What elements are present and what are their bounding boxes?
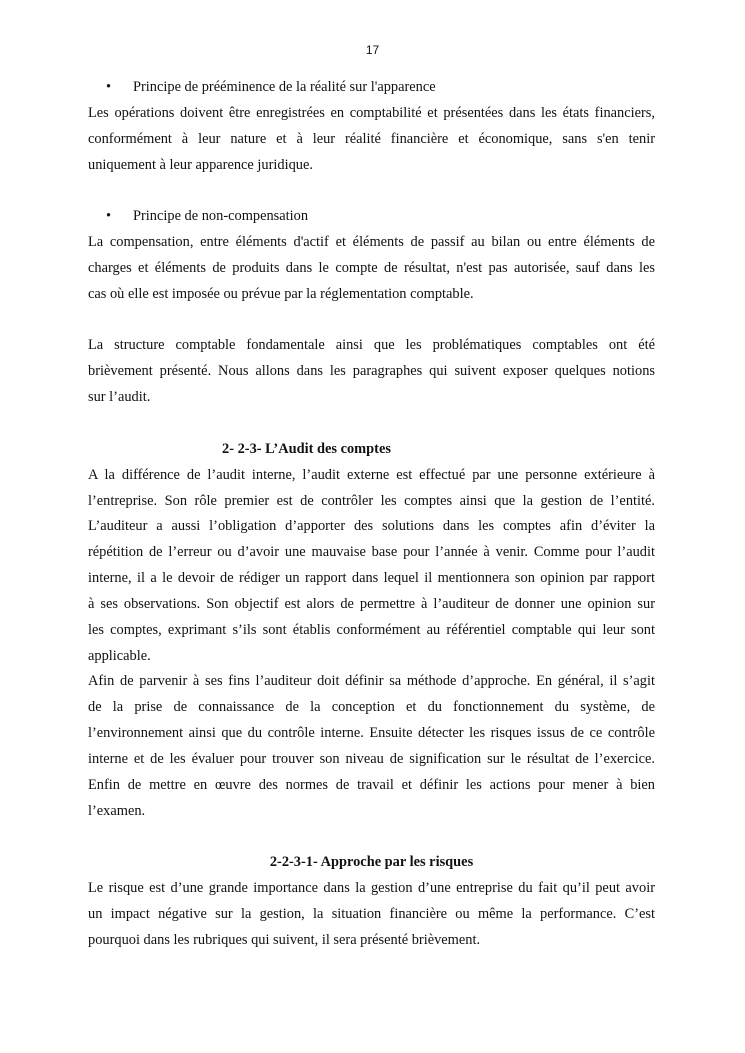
paragraph-line: l’examen. (88, 802, 146, 819)
paragraph-line: Enfin de mettre en œuvre des normes de travail et définir les actions pour mener à bien (88, 776, 655, 793)
paragraph-line: un impact négative sur la gestion, la situation financière ou même la performance. C’est (88, 906, 655, 922)
paragraph-line: L’auditeur a aussi l’obligation d’apporter des solutions dans les comptes afin d’éviter la (88, 518, 655, 535)
paragraph-line: sur l’audit. (88, 389, 151, 406)
bullet-icon: • (106, 79, 112, 95)
paragraph-line: conformément à leur nature et à leur réalité financière et économique, sans s'en tenir (88, 130, 655, 147)
paragraph-line: interne, il a le devoir de rédiger un rapport dans lequel il mentionnera son opinion par rapport (88, 570, 655, 587)
paragraph-line: l’environnement ainsi que du contrôle interne. Ensuite détecter les risques issus de ce contrôle (88, 725, 655, 742)
bullet-text: Principe de prééminence de la réalité sur l'apparence (133, 79, 436, 95)
blank-line (88, 411, 655, 437)
section-heading: 2-2-3-1- Approche par les risques (269, 854, 474, 871)
paragraph-line: Le risque est d’une grande importance dans la gestion d’une entreprise du fait qu’il peut avoir (88, 880, 655, 897)
paragraph (88, 669, 655, 824)
paragraph-line: applicable. (88, 647, 151, 664)
paragraph-line: à ses observations. Son objectif est alors de permettre à l’auditeur de donner une opinion sur (88, 595, 655, 612)
blank-line (88, 824, 655, 850)
paragraph-line: interne et de les évaluer pour trouver son niveau de signification sur le résultat de l’exercice. (88, 750, 655, 767)
paragraph-line: Afin de parvenir à ses fins l’auditeur doit définir sa méthode d’approche. En général, il s’agit (88, 673, 655, 690)
paragraph (88, 333, 655, 411)
blank-line (88, 178, 655, 204)
paragraph (88, 101, 655, 179)
document-body (88, 75, 655, 954)
paragraph-line: uniquement à leur apparence juridique. (88, 156, 313, 173)
page-number: 17 (365, 43, 380, 57)
paragraph-line: les comptes, exprimant s’ils sont établis conformément au référentiel comptable qui leur sont (88, 621, 655, 638)
bullet-item (88, 204, 655, 230)
bullet-item (88, 75, 655, 101)
paragraph-line: répétition de l’erreur ou d’avoir une mauvaise base pour l’année à venir. Comme pour l’audit (88, 544, 655, 561)
section-heading: 2- 2-3- L’Audit des comptes (222, 440, 391, 457)
paragraph-line: Les opérations doivent être enregistrées en comptabilité et présentées dans les états financiers, (88, 104, 655, 121)
paragraph-line: La structure comptable fondamentale ainsi que les problématiques comptables ont été (88, 337, 655, 354)
paragraph-line: cas où elle est imposée ou prévue par la réglementation comptable. (88, 285, 474, 302)
blank-line (88, 308, 655, 334)
paragraph (88, 876, 655, 954)
paragraph-line: de la prise de connaissance de la conception et du fonctionnement du système, de (88, 699, 655, 716)
paragraph-line: charges et éléments de produits dans le compte de résultat, n'est pas autorisée, sauf dans les (88, 259, 655, 276)
paragraph-line: La compensation, entre éléments d'actif et éléments de passif au bilan ou entre éléments de (88, 234, 655, 251)
paragraph (88, 463, 655, 670)
paragraph-line: pourquoi dans les rubriques qui suivent, il sera présenté brièvement. (88, 931, 481, 948)
bullet-text: Principe de non-compensation (133, 208, 309, 225)
paragraph-line: A la différence de l’audit interne, l’audit externe est effectué par une personne extérieure à (88, 466, 655, 483)
paragraph (88, 230, 655, 308)
paragraph-line: l’entreprise. Son rôle premier est de contrôler les comptes ainsi que la gestion de l’entité. (88, 492, 655, 509)
bullet-icon: • (106, 208, 112, 225)
paragraph-line: brièvement présenté. Nous allons dans les paragraphes qui suivent exposer quelques notions (88, 363, 655, 380)
